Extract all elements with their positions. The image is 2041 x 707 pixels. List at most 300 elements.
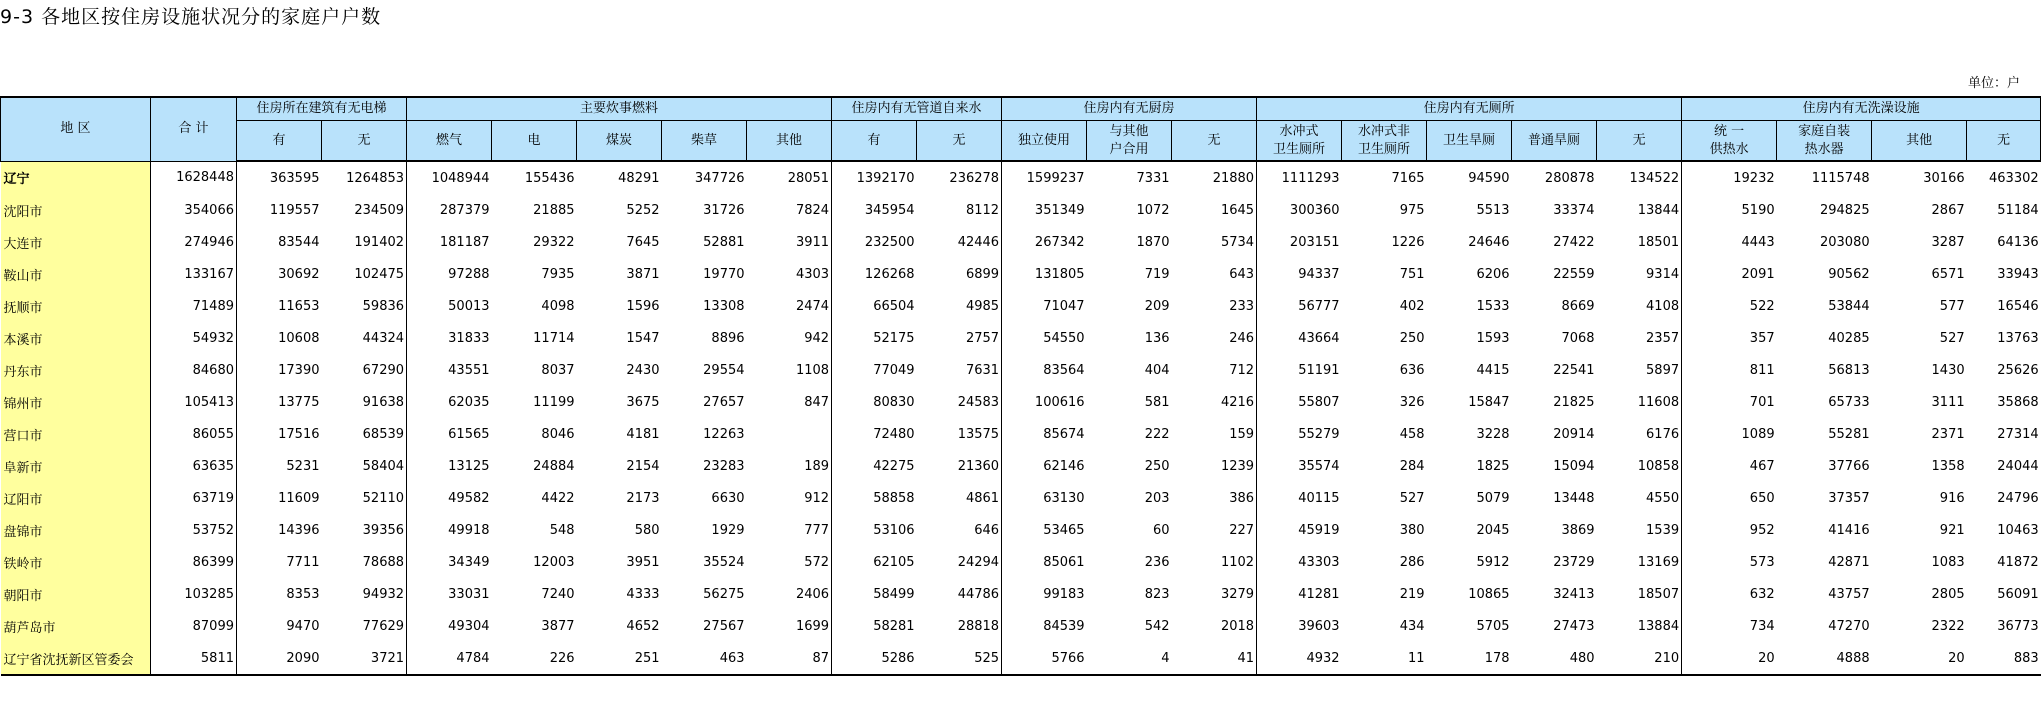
value-cell: 24646 [1468,234,1510,250]
value-cell: 2322 [1931,618,1965,634]
value-cell: 11609 [278,490,320,506]
column-header-line: 卫生旱厕 [1443,132,1496,148]
value-cell: 8669 [1561,298,1595,314]
value-cell: 10608 [278,330,320,346]
value-cell: 13763 [1997,330,2039,346]
value-cell: 19232 [1733,170,1775,186]
column-header-line: 无 [1997,132,2011,148]
value-cell: 480 [1512,642,1597,675]
value-cell: 62035 [448,394,490,410]
value-cell: 2090 [237,642,322,675]
value-cell: 577 [1939,298,1965,314]
value-cell: 1599237 [1026,170,1085,186]
value-cell: 23283 [703,458,745,474]
value-cell: 952 [1749,522,1775,538]
value-cell: 11 [1342,642,1427,675]
value-cell: 39356 [322,514,407,546]
value-cell: 35524 [703,554,745,570]
value-cell: 42446 [917,226,1002,258]
value-cell: 85061 [1043,554,1085,570]
value-cell: 11653 [278,298,320,314]
total-cell: 274946 [151,226,237,258]
value-cell: 363595 [269,170,320,186]
value-cell: 25626 [1997,362,2039,378]
table-row [1,290,2041,322]
value-cell: 527 [1399,490,1425,506]
value-cell: 13308 [703,298,745,314]
value-cell: 58404 [322,450,407,482]
value-cell: 24294 [917,546,1002,578]
value-cell: 13448 [1553,490,1595,506]
value-cell: 136 [1144,330,1170,346]
region-cell: 锦州市 [1,386,151,418]
column-header-line: 普通旱厕 [1528,132,1581,148]
value-cell: 191402 [322,226,407,258]
value-cell: 13575 [917,418,1002,450]
unit-label: 单位：户 [1967,76,2020,91]
value-cell: 47270 [1828,618,1870,634]
value-cell: 573 [1749,554,1775,570]
table-row [1,578,2041,610]
value-cell: 7068 [1561,330,1595,346]
value-cell: 402 [1399,298,1425,314]
value-cell: 463302 [1989,170,2039,186]
value-cell: 636 [1399,362,1425,378]
value-cell: 234509 [322,194,407,226]
table-row [1,258,2041,290]
value-cell: 56777 [1298,298,1340,314]
value-cell: 28818 [917,610,1002,642]
value-cell: 27567 [703,618,745,634]
value-cell: 13125 [448,458,490,474]
value-cell [747,418,832,450]
value-cell: 34349 [448,554,490,570]
value-cell: 351349 [1034,202,1085,218]
value-cell: 53106 [873,522,915,538]
value-cell: 59836 [322,290,407,322]
value-cell: 63130 [1043,490,1085,506]
value-cell: 5734 [1172,226,1257,258]
value-cell: 43664 [1298,330,1340,346]
region-cell: 沈阳市 [1,194,151,226]
value-cell: 24583 [917,386,1002,418]
value-cell: 4443 [1741,234,1775,250]
region-cell: 铁岭市 [1,546,151,578]
column-header-line: 无 [952,132,966,148]
value-cell: 294825 [1819,202,1870,218]
table-row [1,514,2041,546]
value-cell: 33374 [1553,202,1595,218]
value-cell: 811 [1749,362,1775,378]
value-cell: 131805 [1034,266,1085,282]
value-cell: 44324 [322,322,407,354]
value-cell: 5705 [1476,618,1510,634]
column-header-line: 无 [357,132,371,148]
total-cell: 354066 [151,194,237,226]
value-cell: 18501 [1597,226,1682,258]
value-cell: 345954 [864,202,915,218]
value-cell: 10865 [1468,586,1510,602]
value-cell: 6206 [1476,266,1510,282]
value-cell: 2018 [1172,610,1257,642]
table-row [1,642,2041,675]
value-cell: 326 [1399,394,1425,410]
value-cell: 58281 [873,618,915,634]
value-cell: 286 [1399,554,1425,570]
value-cell: 250 [1399,330,1425,346]
column-header-line: 有 [272,132,286,148]
value-cell: 13775 [278,394,320,410]
column-header [917,121,1002,162]
value-cell: 1699 [747,610,832,642]
value-cell: 3877 [541,618,575,634]
value-cell: 17516 [278,426,320,442]
value-cell: 1870 [1136,234,1170,250]
column-header-line: 其他 [1906,132,1933,148]
column-header [577,121,662,162]
group-header: 主要炊事燃料 [407,97,832,121]
region-cell: 辽阳市 [1,482,151,514]
value-cell: 712 [1172,354,1257,386]
total-cell: 86399 [151,546,237,578]
table-row [1,610,2041,642]
value-cell: 347726 [694,170,745,186]
table-row [1,418,2041,450]
value-cell: 62105 [873,554,915,570]
value-cell: 2805 [1931,586,1965,602]
value-cell: 41872 [1997,554,2039,570]
value-cell: 64136 [1997,234,2039,250]
value-cell: 646 [917,514,1002,546]
region-cell: 抚顺市 [1,290,151,322]
region-cell: 大连市 [1,226,151,258]
value-cell: 40285 [1828,330,1870,346]
value-cell: 1539 [1597,514,1682,546]
value-cell: 55281 [1828,426,1870,442]
column-header [1257,121,1342,162]
value-cell: 751 [1399,266,1425,282]
value-cell: 21360 [917,450,1002,482]
value-cell: 2091 [1741,266,1775,282]
total-cell: 1628448 [151,161,237,194]
table-row [1,161,2041,194]
value-cell: 2173 [626,490,660,506]
value-cell: 94337 [1298,266,1340,282]
column-header [237,121,322,162]
value-cell: 15847 [1468,394,1510,410]
column-header-line: 有 [867,132,881,148]
value-cell: 8353 [286,586,320,602]
value-cell: 4098 [541,298,575,314]
value-cell: 49582 [448,490,490,506]
value-cell: 7711 [286,554,320,570]
value-cell: 916 [1939,490,1965,506]
value-cell: 527 [1939,330,1965,346]
value-cell: 42871 [1828,554,1870,570]
value-cell: 67290 [322,354,407,386]
value-cell: 2757 [917,322,1002,354]
value-cell: 8112 [917,194,1002,226]
value-cell: 11608 [1597,386,1682,418]
value-cell: 1072 [1136,202,1170,218]
region-cell: 丹东市 [1,354,151,386]
value-cell: 6571 [1931,266,1965,282]
value-cell: 632 [1749,586,1775,602]
value-cell: 5766 [1002,642,1087,675]
total-cell: 63719 [151,482,237,514]
value-cell: 35868 [1997,394,2039,410]
column-header [407,121,492,162]
total-cell: 54932 [151,322,237,354]
value-cell: 4108 [1597,290,1682,322]
value-cell: 49304 [448,618,490,634]
value-cell: 2357 [1597,322,1682,354]
total-cell: 133167 [151,258,237,290]
value-cell: 1929 [711,522,745,538]
value-cell: 2154 [626,458,660,474]
value-cell: 10463 [1997,522,2039,538]
value-cell: 78688 [322,546,407,578]
value-cell: 4784 [407,642,492,675]
value-cell: 60 [1153,522,1170,538]
value-cell: 233 [1172,290,1257,322]
value-cell: 31726 [703,202,745,218]
value-cell: 68539 [322,418,407,450]
total-cell: 53752 [151,514,237,546]
value-cell: 1596 [626,298,660,314]
value-cell: 4985 [917,290,1002,322]
value-cell: 189 [747,450,832,482]
value-cell: 4303 [747,258,832,290]
value-cell: 24044 [1997,458,2039,474]
value-cell: 91638 [322,386,407,418]
table-row [1,354,2041,386]
value-cell: 100616 [1034,394,1085,410]
group-header: 住房内有无厨房 [1002,97,1257,121]
value-cell: 222 [1144,426,1170,442]
group-header: 住房所在建筑有无电梯 [237,97,407,121]
column-header [832,121,917,162]
total-cell: 105413 [151,386,237,418]
value-cell: 3228 [1476,426,1510,442]
value-cell: 942 [747,322,832,354]
region-cell: 辽宁省沈抚新区管委会 [1,642,151,675]
value-cell: 13844 [1597,194,1682,226]
total-cell: 84680 [151,354,237,386]
value-cell: 434 [1399,618,1425,634]
value-cell: 14396 [278,522,320,538]
value-cell: 41281 [1298,586,1340,602]
value-cell: 10858 [1597,450,1682,482]
value-cell: 12003 [533,554,575,570]
region-cell: 阜新市 [1,450,151,482]
column-header-line: 煤炭 [606,132,633,148]
value-cell: 39603 [1298,618,1340,634]
value-cell: 7240 [541,586,575,602]
value-cell: 43303 [1298,554,1340,570]
column-header-line: 无 [1207,132,1221,148]
value-cell: 97288 [448,266,490,282]
value-cell: 45919 [1298,522,1340,538]
value-cell: 22559 [1553,266,1595,282]
value-cell: 1115748 [1811,170,1870,186]
value-cell: 2045 [1476,522,1510,538]
value-cell: 19770 [703,266,745,282]
column-header [1342,121,1427,162]
value-cell: 280878 [1544,170,1595,186]
value-cell: 155436 [524,170,575,186]
value-cell: 572 [747,546,832,578]
total-header: 合 计 [151,97,237,161]
total-cell: 71489 [151,290,237,322]
value-cell: 20 [1682,642,1777,675]
table-body [1,161,2041,675]
value-cell: 102475 [322,258,407,290]
total-cell: 86055 [151,418,237,450]
value-cell: 5286 [832,642,917,675]
value-cell: 20914 [1553,426,1595,442]
total-cell: 5811 [151,642,237,675]
page-title: 9-3 各地区按住房设施状况分的家庭户户数 [0,6,382,28]
value-cell: 1392170 [856,170,915,186]
value-cell: 48291 [618,170,660,186]
value-cell: 2371 [1931,426,1965,442]
region-header: 地 区 [1,97,151,161]
value-cell: 1226 [1391,234,1425,250]
value-cell: 284 [1399,458,1425,474]
value-cell: 52881 [703,234,745,250]
value-cell: 209 [1144,298,1170,314]
value-cell: 29554 [703,362,745,378]
table-row [1,194,2041,226]
value-cell: 16546 [1997,298,2039,314]
value-cell: 21880 [1172,161,1257,194]
value-cell: 3287 [1931,234,1965,250]
value-cell: 23729 [1553,554,1595,570]
column-header-line: 家庭自装 [1798,123,1851,139]
value-cell: 8037 [541,362,575,378]
value-cell: 56091 [1997,586,2039,602]
value-cell: 6630 [711,490,745,506]
value-cell: 18507 [1597,578,1682,610]
column-header [1087,121,1172,162]
value-cell: 56275 [703,586,745,602]
value-cell: 6899 [917,258,1002,290]
value-cell: 52175 [873,330,915,346]
table-row [1,226,2041,258]
value-cell: 357 [1749,330,1775,346]
column-header-line: 热水器 [1804,141,1844,157]
value-cell: 1089 [1741,426,1775,442]
value-cell: 7165 [1391,170,1425,186]
value-cell: 71047 [1043,298,1085,314]
column-header [1872,121,1967,162]
value-cell: 30692 [278,266,320,282]
value-cell: 13884 [1597,610,1682,642]
value-cell: 9314 [1597,258,1682,290]
value-cell: 24796 [1997,490,2039,506]
value-cell: 5190 [1741,202,1775,218]
value-cell: 94590 [1468,170,1510,186]
value-cell: 3869 [1561,522,1595,538]
value-cell: 226 [492,642,577,675]
value-cell: 5252 [626,202,660,218]
region-cell: 鞍山市 [1,258,151,290]
value-cell: 1048944 [431,170,490,186]
column-header-line: 户合用 [1109,141,1149,157]
value-cell: 1264853 [322,161,407,194]
value-cell: 2406 [747,578,832,610]
column-header [1427,121,1512,162]
value-cell: 5912 [1476,554,1510,570]
column-header [492,121,577,162]
value-cell: 267342 [1034,234,1085,250]
value-cell: 650 [1749,490,1775,506]
value-cell: 300360 [1289,202,1340,218]
value-cell: 20 [1872,642,1967,675]
column-header [1597,121,1682,162]
value-cell: 43757 [1828,586,1870,602]
value-cell: 380 [1399,522,1425,538]
value-cell: 51191 [1298,362,1340,378]
value-cell: 847 [747,386,832,418]
table-row [1,322,2041,354]
value-cell: 15094 [1553,458,1595,474]
value-cell: 5079 [1476,490,1510,506]
value-cell: 3675 [626,394,660,410]
value-cell: 61565 [448,426,490,442]
value-cell: 1645 [1172,194,1257,226]
value-cell: 777 [747,514,832,546]
value-cell: 7331 [1136,170,1170,186]
value-cell: 522 [1749,298,1775,314]
value-cell: 62146 [1043,458,1085,474]
value-cell: 236 [1144,554,1170,570]
column-header-line: 燃气 [436,132,463,148]
value-cell: 4932 [1257,642,1342,675]
value-cell: 31833 [448,330,490,346]
value-cell: 643 [1172,258,1257,290]
value-cell: 52110 [322,482,407,514]
value-cell: 24884 [533,458,575,474]
value-cell: 463 [662,642,747,675]
value-cell: 4652 [626,618,660,634]
region-cell: 营口市 [1,418,151,450]
value-cell: 83564 [1043,362,1085,378]
column-header [322,121,407,162]
value-cell: 8046 [541,426,575,442]
column-header-line: 与其他 [1109,123,1149,139]
value-cell: 21825 [1553,394,1595,410]
value-cell: 50013 [448,298,490,314]
value-cell: 219 [1399,586,1425,602]
value-cell: 17390 [278,362,320,378]
value-cell: 7631 [917,354,1002,386]
value-cell: 27657 [703,394,745,410]
value-cell: 55807 [1298,394,1340,410]
value-cell: 99183 [1043,586,1085,602]
column-header-line: 独立使用 [1018,132,1071,148]
value-cell: 5897 [1597,354,1682,386]
value-cell: 823 [1144,586,1170,602]
column-header-line: 供热水 [1709,141,1749,157]
value-cell: 1547 [626,330,660,346]
value-cell: 287379 [439,202,490,218]
value-cell: 7824 [747,194,832,226]
value-cell: 21885 [533,202,575,218]
value-cell: 72480 [873,426,915,442]
value-cell: 1593 [1476,330,1510,346]
